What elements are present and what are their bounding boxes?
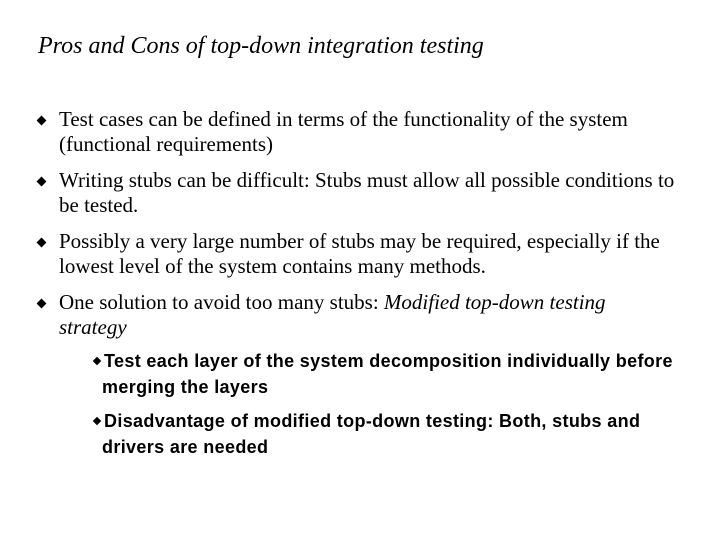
bullet-text-plain: One solution to avoid too many stubs: bbox=[59, 290, 384, 314]
sub-bullet-wrap bbox=[90, 408, 678, 460]
bullet-text: Possibly a very large number of stubs may be required, especially if the lowest level of the system contains many methods. bbox=[59, 229, 660, 278]
diamond-bullet-icon bbox=[37, 116, 47, 126]
diamond-bullet-icon bbox=[37, 299, 47, 309]
bullet-item bbox=[38, 107, 678, 157]
sub-bullet-item bbox=[90, 348, 678, 400]
sub-bullet-text: Disadvantage of modified top-down testing: Both, stubs and drivers are needed bbox=[102, 411, 641, 457]
bullet-text: Test cases can be defined in terms of the functionality of the system (functional requirements) bbox=[59, 107, 628, 156]
sub-bullet-item bbox=[90, 408, 678, 460]
bullet-text: Writing stubs can be difficult: Stubs must allow all possible conditions to be tested. bbox=[59, 168, 675, 217]
bullet-text-italic: Modified top-down testing strategy bbox=[59, 290, 606, 339]
small-diamond-bullet-icon bbox=[93, 357, 101, 365]
bullet-item bbox=[38, 168, 678, 218]
bullet-item bbox=[38, 290, 678, 460]
sub-bullet-list bbox=[90, 348, 678, 460]
sub-bullet-text: Test each layer of the system decomposition individually before merging the layers bbox=[102, 351, 673, 397]
small-diamond-bullet-icon bbox=[93, 417, 101, 425]
diamond-bullet-icon bbox=[37, 238, 47, 248]
sub-bullet-wrap bbox=[90, 348, 678, 400]
bullet-list bbox=[38, 107, 678, 471]
diamond-bullet-icon bbox=[37, 177, 47, 187]
bullet-item bbox=[38, 229, 678, 279]
slide-title: Pros and Cons of top-down integration testing bbox=[38, 33, 484, 59]
